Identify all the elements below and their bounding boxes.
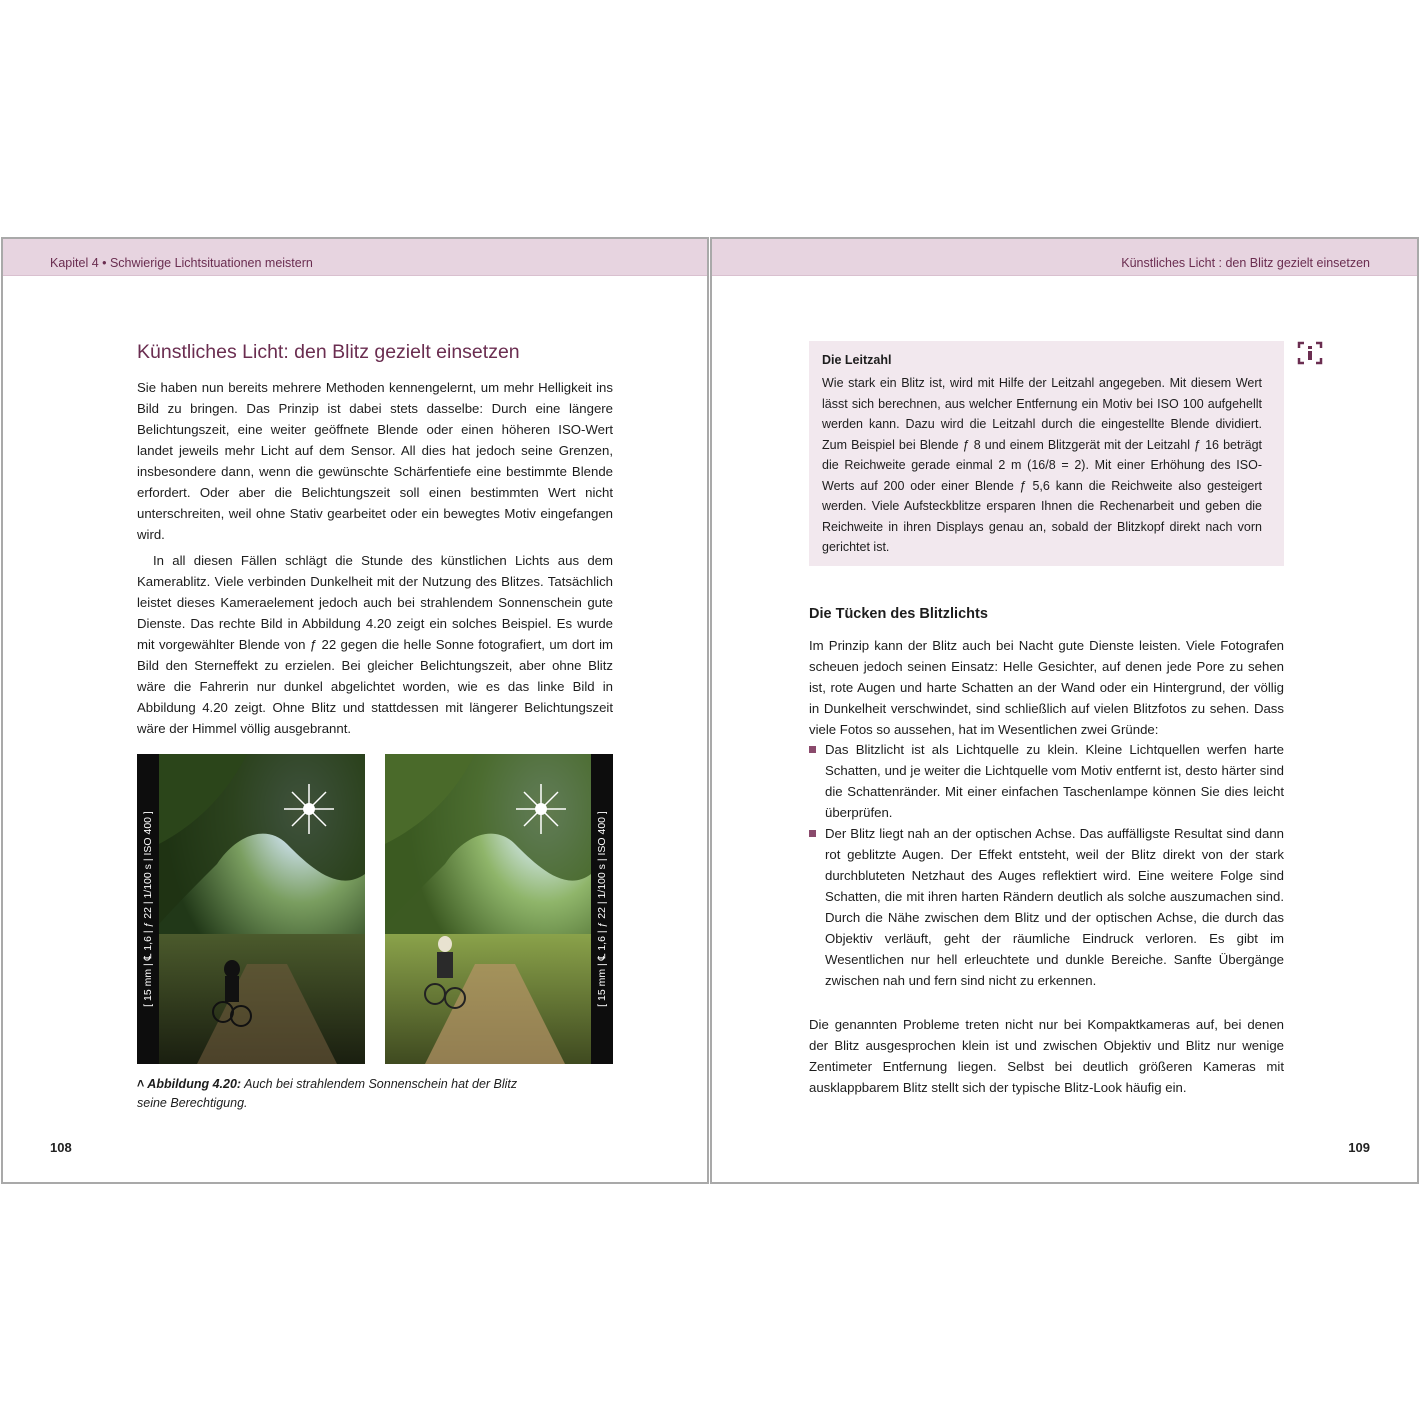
running-header — [3, 239, 707, 276]
chapter-header-text: Kapitel 4 • Schwierige Lichtsituationen meistern — [50, 256, 313, 270]
right-page — [710, 237, 1419, 1184]
body-paragraph: In all diesen Fällen schlägt die Stunde des künstlichen Lichts aus dem Kamerablitz. Viele verbinden Dunkelheit mit der Nutzung des Blitzes. Tatsächlich leistet dieses Kameraelement jedoch auch bei strahlendem Sonnenschein gute Dienste. Das rechte Bild in Abbildung 4.20 zeigt ein solches Beispiel. Es wurde mit vorgewählter Blende von ƒ 22 gegen die helle Sonne fotografiert, um dort im Bild den Sterneffekt zu erzielen. Bei gleicher Belichtungszeit, aber ohne Blitz wäre die Fahrerin nur dunkel abgelichtet worden, wie es das linke Bild in Abbildung 4.20 zeigt. Ohne Blitz und stattdessen mit längerer Belichtungszeit wäre der Himmel völlig ausgebrannt. — [137, 553, 613, 736]
exposure-data: [ 15 mm | ℄ 1,6 | ƒ 22 | 1/100 s | ISO 400 ] — [591, 754, 613, 1064]
body-paragraph: Sie haben nun bereits mehrere Methoden kennengelernt, um mehr Helligkeit ins Bild zu bringen. Das Prinzip ist dabei stets dasselbe: Durch eine längere Belichtungszeit, eine weiter geöffnete Blende oder einen höheren ISO-Wert landet jeweils mehr Licht auf dem Sensor. All dies hat jedoch seine Grenzen, insbesondere dann, wenn die gewünschte Schärfentiefe eine bestimmte Blende erfordert. Oder aber die Belichtungszeit soll einen bestimmten Wert nicht unterschreiten, weil ohne Stativ gearbeitet oder ein bewegtes Motiv eingefangen wird. — [137, 380, 613, 542]
info-box — [809, 341, 1284, 566]
caption-label: ˄ Abbildung 4.20: — [137, 1077, 242, 1091]
info-box-title: Die Leitzahl — [822, 353, 892, 367]
bullet-item: Der Blitz liegt nah an der optischen Achse. Das auffälligste Resultat sind dann rot geblitzte Augen. Der Effekt entsteht, weil der Blitz direkt von der stark durchbluteten Netzhaut des Auges reflektiert wird. Eine weitere Folge sind Schatten, die mit ihren harten Rändern deutlich als solche auszumachen sind. Durch die Nähe zwischen dem Blitz und der optischen Achse, die durch das Objektiv verläuft, geht der räumliche Eindruck verloren. Es gibt im Wesentlichen nur hell erleuchtete und dunkle Bereiche. Sanfte Übergänge zwischen nah und fern sind nicht zu erkennen. — [809, 823, 1284, 991]
exposure-data: [ 15 mm | ℄ 1,6 | ƒ 22 | 1/100 s | ISO 400 ] — [137, 754, 159, 1064]
subheading: Die Tücken des Blitzlichts — [809, 606, 988, 622]
info-box-text: Wie stark ein Blitz ist, wird mit Hilfe der Leitzahl angegeben. Mit diesem Wert lässt sich berechnen, aus welcher Entfernung ein Motiv bei ISO 100 aufgehellt werden kann. Dazu wird die Leitzahl durch die eingestellte Blende dividiert. Zum Beispiel bei Blende ƒ 8 und einem Blitzgerät mit der Leitzahl ƒ 16 beträgt die Reichweite gerade einmal 2 m (16/8 = 2). Mit einer Erhöhung des ISO-Werts auf 200 oder einer Blende ƒ 5,6 kann die Reichweite also gesteigert werden. Viele Aufsteckblitze ersparen Ihnen die Rechenarbeit und geben die Reichweite in ihren Displays genau an, sobald der Blitzkopf direkt nach vorn gerichtet ist. — [822, 376, 1262, 554]
photo-with-flash — [385, 754, 613, 1064]
info-icon — [1297, 341, 1323, 365]
bullet-square-icon — [809, 830, 816, 837]
section-title: Künstliches Licht: den Blitz gezielt einsetzen — [137, 341, 520, 363]
photo-without-flash — [137, 754, 365, 1064]
running-header — [712, 239, 1417, 276]
section-header-text: Künstliches Licht : den Blitz gezielt einsetzen — [1121, 256, 1370, 270]
left-page — [1, 237, 709, 1184]
body-paragraph: Im Prinzip kann der Blitz auch bei Nacht gute Dienste leisten. Viele Fotografen scheuen jedoch seinen Einsatz: Helle Gesichter, auf denen jede Pore zu sehen ist, rote Augen und harte Schatten an der Wand oder ein Hintergrund, der völlig in Dunkelheit verschwindet, sind schließlich auf vielen Blitzfotos zu sehen. Dass viele Fotos so aussehen, hat im Wesentlichen zwei Gründe: — [809, 638, 1284, 737]
page-number: 108 — [50, 1140, 72, 1155]
body-paragraph: Die genannten Probleme treten nicht nur bei Kompaktkameras auf, bei denen der Blitz ausgesprochen klein ist und zwischen Objektiv und Blitz nur wenige Zentimeter Entfernung liegen. Selbst bei deutlich größeren Kameras mit ausklappbarem Blitz stellt sich der typische Blitz-Look häufig ein. — [809, 1017, 1284, 1095]
page-number: 109 — [1348, 1140, 1370, 1155]
caption-text: Auch bei strahlendem Sonnenschein hat der Blitz seine Berechtigung. — [137, 1077, 518, 1110]
bullet-square-icon — [809, 746, 816, 753]
bullet-item: Das Blitzlicht ist als Lichtquelle zu klein. Kleine Lichtquellen werfen harte Schatten, und je weiter die Lichtquelle vom Motiv entfernt ist, desto härter sind die Schattenränder. Mit einer einfachen Taschenlampe können Sie dies leicht überprüfen. — [809, 739, 1284, 823]
figure-caption — [137, 1075, 537, 1113]
